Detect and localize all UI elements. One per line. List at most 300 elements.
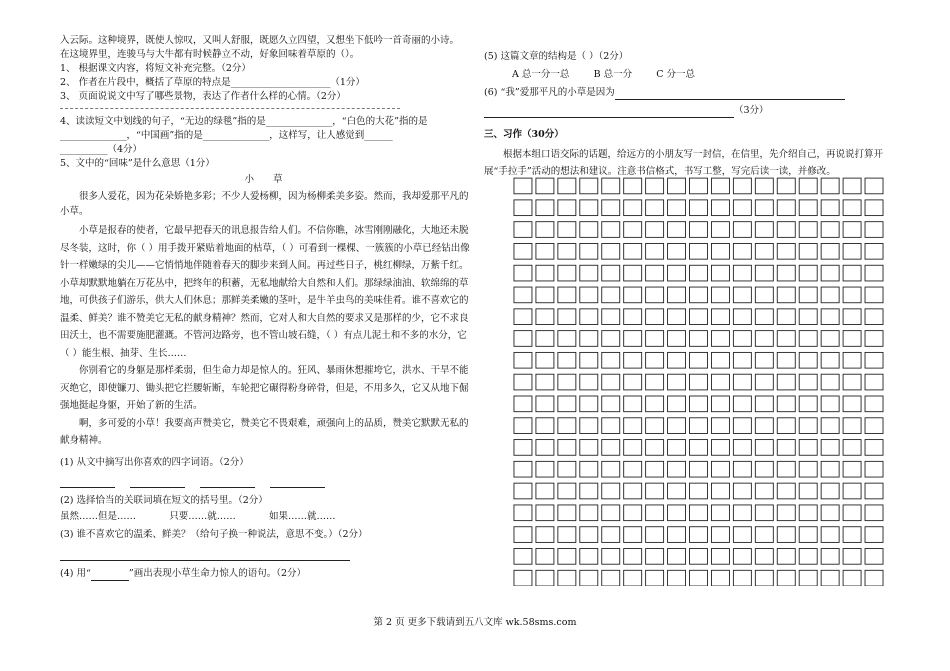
grid-cell[interactable]	[624, 570, 642, 586]
grid-cell[interactable]	[602, 396, 620, 412]
grid-cell[interactable]	[558, 440, 576, 456]
grid-cell[interactable]	[755, 418, 773, 434]
grid-cell[interactable]	[646, 527, 664, 543]
grid-cell[interactable]	[843, 440, 861, 456]
grid-cell[interactable]	[668, 549, 686, 565]
grid-cell[interactable]	[711, 549, 729, 565]
grid-cell[interactable]	[755, 222, 773, 238]
grid-cell[interactable]	[821, 331, 839, 347]
grid-cell[interactable]	[690, 549, 708, 565]
grid-cell[interactable]	[624, 440, 642, 456]
grid-cell[interactable]	[865, 483, 883, 499]
grid-cell[interactable]	[602, 461, 620, 477]
grid-cell[interactable]	[514, 287, 532, 303]
grid-cell[interactable]	[536, 570, 554, 586]
grid-cell[interactable]	[624, 418, 642, 434]
grid-cell[interactable]	[865, 309, 883, 325]
grid-cell[interactable]	[799, 461, 817, 477]
grid-cell[interactable]	[777, 374, 795, 390]
grid-cell[interactable]	[799, 178, 817, 194]
grid-cell[interactable]	[821, 374, 839, 390]
grid-cell[interactable]	[668, 352, 686, 368]
grid-cell[interactable]	[580, 331, 598, 347]
grid-cell[interactable]	[843, 570, 861, 586]
grid-cell[interactable]	[865, 461, 883, 477]
grid-cell[interactable]	[536, 352, 554, 368]
grid-cell[interactable]	[646, 505, 664, 521]
grid-cell[interactable]	[558, 549, 576, 565]
grid-cell[interactable]	[602, 418, 620, 434]
grid-cell[interactable]	[668, 461, 686, 477]
grid-cell[interactable]	[514, 396, 532, 412]
grid-cell[interactable]	[711, 331, 729, 347]
grid-cell[interactable]	[536, 527, 554, 543]
grid-cell[interactable]	[514, 352, 532, 368]
grid-cell[interactable]	[558, 287, 576, 303]
grid-cell[interactable]	[690, 309, 708, 325]
grid-cell[interactable]	[690, 287, 708, 303]
grid-cell[interactable]	[799, 527, 817, 543]
grid-cell[interactable]	[733, 440, 751, 456]
grid-cell[interactable]	[799, 418, 817, 434]
grid-cell[interactable]	[514, 243, 532, 259]
grid-cell[interactable]	[536, 461, 554, 477]
grid-cell[interactable]	[668, 243, 686, 259]
grid-cell[interactable]	[536, 265, 554, 281]
grid-cell[interactable]	[646, 243, 664, 259]
grid-cell[interactable]	[755, 483, 773, 499]
grid-cell[interactable]	[646, 309, 664, 325]
grid-cell[interactable]	[711, 483, 729, 499]
grid-cell[interactable]	[668, 265, 686, 281]
grid-cell[interactable]	[558, 222, 576, 238]
grid-cell[interactable]	[646, 352, 664, 368]
grid-cell[interactable]	[668, 200, 686, 216]
grid-cell[interactable]	[711, 527, 729, 543]
grid-cell[interactable]	[777, 440, 795, 456]
grid-cell[interactable]	[624, 352, 642, 368]
grid-cell[interactable]	[558, 483, 576, 499]
grid-cell[interactable]	[646, 549, 664, 565]
grid-cell[interactable]	[646, 222, 664, 238]
grid-cell[interactable]	[733, 461, 751, 477]
grid-cell[interactable]	[711, 265, 729, 281]
grid-cell[interactable]	[602, 352, 620, 368]
grid-cell[interactable]	[821, 309, 839, 325]
grid-cell[interactable]	[624, 309, 642, 325]
grid-cell[interactable]	[821, 265, 839, 281]
grid-cell[interactable]	[624, 549, 642, 565]
grid-cell[interactable]	[711, 178, 729, 194]
grid-cell[interactable]	[624, 461, 642, 477]
grid-cell[interactable]	[668, 222, 686, 238]
grid-cell[interactable]	[536, 178, 554, 194]
grid-cell[interactable]	[843, 374, 861, 390]
grid-cell[interactable]	[646, 200, 664, 216]
grid-cell[interactable]	[558, 265, 576, 281]
grid-cell[interactable]	[843, 352, 861, 368]
grid-cell[interactable]	[558, 396, 576, 412]
grid-cell[interactable]	[690, 396, 708, 412]
grid-cell[interactable]	[514, 222, 532, 238]
grid-cell[interactable]	[755, 265, 773, 281]
grid-cell[interactable]	[865, 549, 883, 565]
grid-cell[interactable]	[733, 331, 751, 347]
grid-cell[interactable]	[646, 570, 664, 586]
grid-cell[interactable]	[558, 331, 576, 347]
grid-cell[interactable]	[558, 200, 576, 216]
grid-cell[interactable]	[865, 222, 883, 238]
grid-cell[interactable]	[536, 374, 554, 390]
grid-cell[interactable]	[580, 287, 598, 303]
answer-line[interactable]	[60, 107, 400, 109]
grid-cell[interactable]	[865, 265, 883, 281]
grid-cell[interactable]	[624, 243, 642, 259]
grid-cell[interactable]	[865, 505, 883, 521]
grid-cell[interactable]	[733, 287, 751, 303]
grid-cell[interactable]	[602, 527, 620, 543]
grid-cell[interactable]	[843, 287, 861, 303]
grid-cell[interactable]	[646, 287, 664, 303]
grid-cell[interactable]	[668, 374, 686, 390]
grid-cell[interactable]	[733, 374, 751, 390]
grid-cell[interactable]	[580, 374, 598, 390]
grid-cell[interactable]	[777, 461, 795, 477]
grid-cell[interactable]	[821, 222, 839, 238]
grid-cell[interactable]	[514, 483, 532, 499]
grid-cell[interactable]	[799, 549, 817, 565]
grid-cell[interactable]	[821, 178, 839, 194]
grid-cell[interactable]	[865, 418, 883, 434]
grid-cell[interactable]	[624, 374, 642, 390]
grid-cell[interactable]	[799, 352, 817, 368]
grid-cell[interactable]	[777, 396, 795, 412]
grid-cell[interactable]	[821, 505, 839, 521]
grid-cell[interactable]	[624, 331, 642, 347]
grid-cell[interactable]	[580, 265, 598, 281]
grid-cell[interactable]	[799, 483, 817, 499]
grid-cell[interactable]	[536, 418, 554, 434]
grid-cell[interactable]	[777, 222, 795, 238]
grid-cell[interactable]	[777, 200, 795, 216]
answer-line[interactable]	[60, 550, 350, 561]
grid-cell[interactable]	[821, 200, 839, 216]
grid-cell[interactable]	[514, 200, 532, 216]
grid-cell[interactable]	[755, 527, 773, 543]
grid-cell[interactable]	[777, 527, 795, 543]
grid-cell[interactable]	[558, 527, 576, 543]
grid-cell[interactable]	[733, 265, 751, 281]
grid-cell[interactable]	[580, 243, 598, 259]
grid-cell[interactable]	[777, 352, 795, 368]
grid-cell[interactable]	[711, 418, 729, 434]
grid-cell[interactable]	[777, 505, 795, 521]
grid-cell[interactable]	[865, 527, 883, 543]
grid-cell[interactable]	[843, 483, 861, 499]
grid-cell[interactable]	[711, 570, 729, 586]
grid-cell[interactable]	[668, 418, 686, 434]
grid-cell[interactable]	[711, 352, 729, 368]
grid-cell[interactable]	[536, 549, 554, 565]
grid-cell[interactable]	[733, 309, 751, 325]
grid-cell[interactable]	[514, 505, 532, 521]
grid-cell[interactable]	[711, 396, 729, 412]
grid-cell[interactable]	[602, 331, 620, 347]
grid-cell[interactable]	[646, 418, 664, 434]
grid-cell[interactable]	[690, 352, 708, 368]
grid-cell[interactable]	[602, 265, 620, 281]
grid-cell[interactable]	[602, 483, 620, 499]
grid-cell[interactable]	[799, 287, 817, 303]
grid-cell[interactable]	[624, 527, 642, 543]
answer-blank[interactable]	[200, 477, 255, 488]
grid-cell[interactable]	[624, 483, 642, 499]
grid-cell[interactable]	[821, 396, 839, 412]
grid-cell[interactable]	[799, 243, 817, 259]
grid-cell[interactable]	[755, 287, 773, 303]
grid-cell[interactable]	[536, 483, 554, 499]
grid-cell[interactable]	[514, 178, 532, 194]
writing-grid[interactable]	[512, 172, 885, 586]
grid-cell[interactable]	[755, 309, 773, 325]
grid-cell[interactable]	[646, 178, 664, 194]
grid-cell[interactable]	[690, 483, 708, 499]
grid-cell[interactable]	[843, 331, 861, 347]
grid-cell[interactable]	[668, 505, 686, 521]
grid-cell[interactable]	[843, 222, 861, 238]
grid-cell[interactable]	[558, 461, 576, 477]
grid-cell[interactable]	[799, 309, 817, 325]
grid-cell[interactable]	[711, 222, 729, 238]
grid-cell[interactable]	[777, 570, 795, 586]
grid-cell[interactable]	[799, 265, 817, 281]
grid-cell[interactable]	[690, 461, 708, 477]
grid-cell[interactable]	[777, 331, 795, 347]
grid-cell[interactable]	[536, 222, 554, 238]
grid-cell[interactable]	[843, 461, 861, 477]
grid-cell[interactable]	[799, 200, 817, 216]
grid-cell[interactable]	[755, 440, 773, 456]
grid-cell[interactable]	[821, 527, 839, 543]
grid-cell[interactable]	[733, 527, 751, 543]
grid-cell[interactable]	[514, 549, 532, 565]
grid-cell[interactable]	[536, 287, 554, 303]
grid-cell[interactable]	[733, 352, 751, 368]
writing-grid-cells[interactable]	[512, 172, 885, 586]
grid-cell[interactable]	[668, 178, 686, 194]
grid-cell[interactable]	[602, 374, 620, 390]
grid-cell[interactable]	[514, 570, 532, 586]
grid-cell[interactable]	[733, 200, 751, 216]
grid-cell[interactable]	[799, 396, 817, 412]
grid-cell[interactable]	[690, 418, 708, 434]
grid-cell[interactable]	[514, 265, 532, 281]
grid-cell[interactable]	[733, 505, 751, 521]
grid-cell[interactable]	[558, 178, 576, 194]
grid-cell[interactable]	[646, 265, 664, 281]
grid-cell[interactable]	[799, 331, 817, 347]
grid-cell[interactable]	[777, 309, 795, 325]
grid-cell[interactable]	[843, 265, 861, 281]
grid-cell[interactable]	[646, 331, 664, 347]
grid-cell[interactable]	[733, 418, 751, 434]
grid-cell[interactable]	[843, 309, 861, 325]
grid-cell[interactable]	[580, 549, 598, 565]
grid-cell[interactable]	[624, 200, 642, 216]
grid-cell[interactable]	[690, 440, 708, 456]
grid-cell[interactable]	[514, 331, 532, 347]
grid-cell[interactable]	[690, 243, 708, 259]
grid-cell[interactable]	[799, 440, 817, 456]
grid-cell[interactable]	[536, 309, 554, 325]
grid-cell[interactable]	[843, 200, 861, 216]
grid-cell[interactable]	[602, 287, 620, 303]
grid-cell[interactable]	[624, 265, 642, 281]
grid-cell[interactable]	[624, 505, 642, 521]
grid-cell[interactable]	[668, 570, 686, 586]
grid-cell[interactable]	[843, 396, 861, 412]
grid-cell[interactable]	[733, 483, 751, 499]
grid-cell[interactable]	[711, 309, 729, 325]
grid-cell[interactable]	[580, 483, 598, 499]
grid-cell[interactable]	[865, 287, 883, 303]
grid-cell[interactable]	[865, 570, 883, 586]
grid-cell[interactable]	[821, 570, 839, 586]
grid-cell[interactable]	[733, 178, 751, 194]
grid-cell[interactable]	[733, 222, 751, 238]
grid-cell[interactable]	[536, 331, 554, 347]
answer-line[interactable]	[484, 107, 734, 118]
answer-line[interactable]	[615, 89, 845, 100]
grid-cell[interactable]	[668, 527, 686, 543]
grid-cell[interactable]	[821, 352, 839, 368]
grid-cell[interactable]	[514, 309, 532, 325]
grid-cell[interactable]	[711, 374, 729, 390]
grid-cell[interactable]	[514, 374, 532, 390]
grid-cell[interactable]	[777, 418, 795, 434]
grid-cell[interactable]	[843, 527, 861, 543]
grid-cell[interactable]	[558, 505, 576, 521]
grid-cell[interactable]	[690, 200, 708, 216]
grid-cell[interactable]	[865, 374, 883, 390]
grid-cell[interactable]	[646, 483, 664, 499]
grid-cell[interactable]	[668, 331, 686, 347]
grid-cell[interactable]	[777, 483, 795, 499]
grid-cell[interactable]	[558, 570, 576, 586]
grid-cell[interactable]	[536, 505, 554, 521]
grid-cell[interactable]	[755, 461, 773, 477]
grid-cell[interactable]	[580, 200, 598, 216]
grid-cell[interactable]	[602, 200, 620, 216]
grid-cell[interactable]	[821, 243, 839, 259]
grid-cell[interactable]	[602, 222, 620, 238]
grid-cell[interactable]	[580, 352, 598, 368]
grid-cell[interactable]	[580, 527, 598, 543]
grid-cell[interactable]	[843, 505, 861, 521]
grid-cell[interactable]	[580, 396, 598, 412]
grid-cell[interactable]	[755, 505, 773, 521]
grid-cell[interactable]	[690, 178, 708, 194]
grid-cell[interactable]	[514, 527, 532, 543]
grid-cell[interactable]	[580, 570, 598, 586]
grid-cell[interactable]	[558, 243, 576, 259]
grid-cell[interactable]	[821, 483, 839, 499]
grid-cell[interactable]	[821, 549, 839, 565]
grid-cell[interactable]	[755, 200, 773, 216]
grid-cell[interactable]	[755, 243, 773, 259]
grid-cell[interactable]	[799, 222, 817, 238]
grid-cell[interactable]	[514, 440, 532, 456]
grid-cell[interactable]	[602, 309, 620, 325]
grid-cell[interactable]	[690, 331, 708, 347]
grid-cell[interactable]	[690, 505, 708, 521]
grid-cell[interactable]	[580, 440, 598, 456]
grid-cell[interactable]	[755, 549, 773, 565]
grid-cell[interactable]	[690, 374, 708, 390]
grid-cell[interactable]	[755, 178, 773, 194]
grid-cell[interactable]	[733, 396, 751, 412]
grid-cell[interactable]	[580, 222, 598, 238]
grid-cell[interactable]	[668, 483, 686, 499]
grid-cell[interactable]	[602, 549, 620, 565]
grid-cell[interactable]	[624, 222, 642, 238]
grid-cell[interactable]	[646, 374, 664, 390]
grid-cell[interactable]	[865, 396, 883, 412]
grid-cell[interactable]	[777, 265, 795, 281]
grid-cell[interactable]	[580, 309, 598, 325]
grid-cell[interactable]	[843, 549, 861, 565]
grid-cell[interactable]	[580, 505, 598, 521]
grid-cell[interactable]	[646, 396, 664, 412]
grid-cell[interactable]	[865, 440, 883, 456]
grid-cell[interactable]	[624, 178, 642, 194]
grid-cell[interactable]	[777, 287, 795, 303]
grid-cell[interactable]	[799, 570, 817, 586]
grid-cell[interactable]	[602, 440, 620, 456]
grid-cell[interactable]	[602, 243, 620, 259]
grid-cell[interactable]	[690, 570, 708, 586]
answer-blank[interactable]	[60, 477, 115, 488]
grid-cell[interactable]	[668, 440, 686, 456]
grid-cell[interactable]	[777, 178, 795, 194]
answer-blank[interactable]	[130, 477, 185, 488]
grid-cell[interactable]	[821, 440, 839, 456]
grid-cell[interactable]	[711, 440, 729, 456]
grid-cell[interactable]	[821, 287, 839, 303]
grid-cell[interactable]	[865, 352, 883, 368]
grid-cell[interactable]	[646, 440, 664, 456]
grid-cell[interactable]	[558, 309, 576, 325]
grid-cell[interactable]	[755, 352, 773, 368]
grid-cell[interactable]	[865, 331, 883, 347]
grid-cell[interactable]	[711, 287, 729, 303]
grid-cell[interactable]	[733, 570, 751, 586]
grid-cell[interactable]	[865, 200, 883, 216]
grid-cell[interactable]	[536, 396, 554, 412]
grid-cell[interactable]	[668, 396, 686, 412]
grid-cell[interactable]	[580, 418, 598, 434]
grid-cell[interactable]	[799, 374, 817, 390]
grid-cell[interactable]	[865, 243, 883, 259]
grid-cell[interactable]	[690, 527, 708, 543]
grid-cell[interactable]	[777, 549, 795, 565]
grid-cell[interactable]	[711, 243, 729, 259]
grid-cell[interactable]	[514, 461, 532, 477]
grid-cell[interactable]	[624, 396, 642, 412]
grid-cell[interactable]	[711, 505, 729, 521]
grid-cell[interactable]	[821, 418, 839, 434]
grid-cell[interactable]	[646, 461, 664, 477]
